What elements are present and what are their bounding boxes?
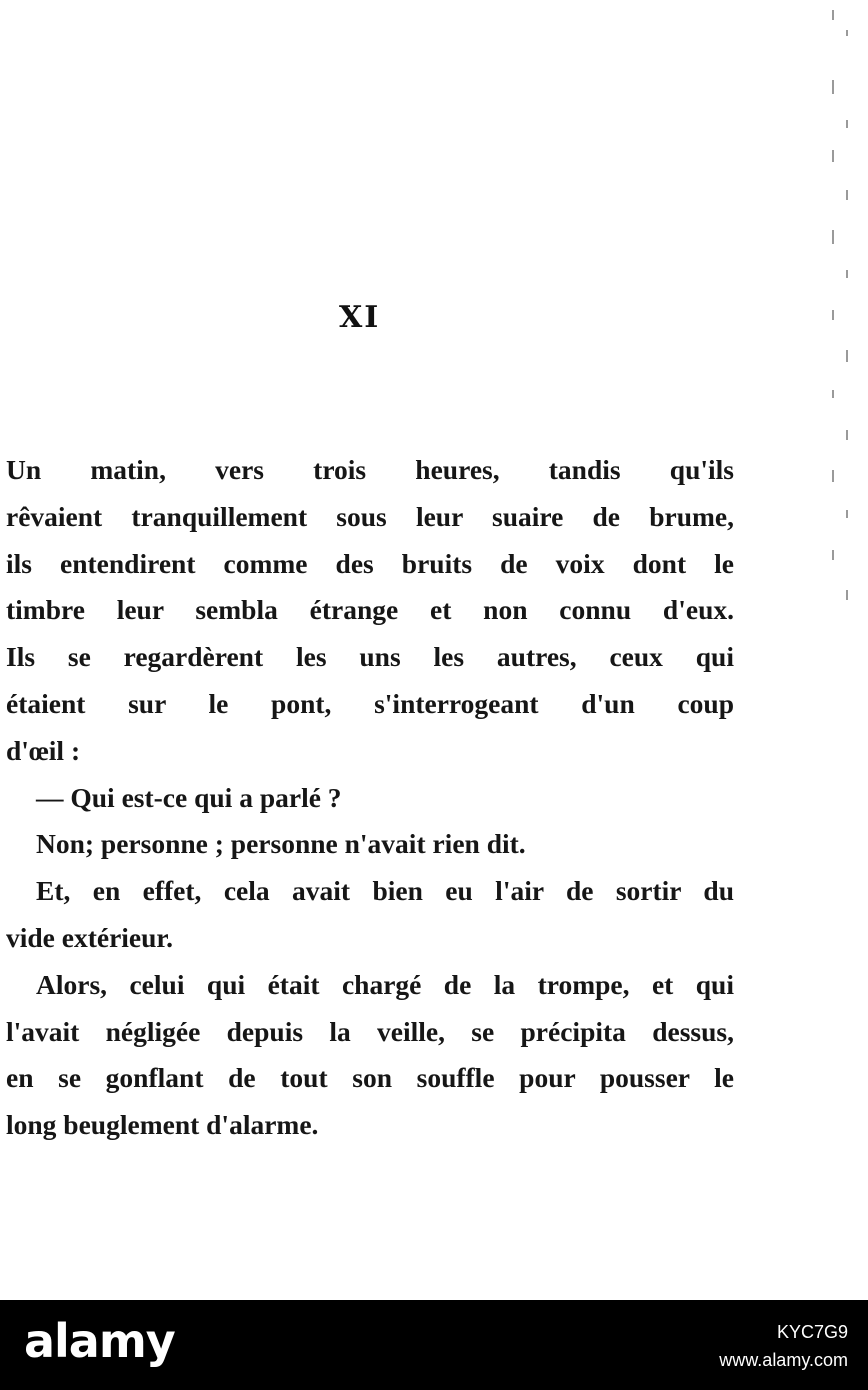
text-line: d'œil : <box>6 734 81 766</box>
text-line: ils entendirent comme des bruits de voix dont le <box>6 547 734 579</box>
watermark-bar <box>0 1300 868 1390</box>
text-line: — Qui est-ce qui a parlé ? <box>36 781 342 813</box>
text-line: rêvaient tranquillement sous leur suaire de brume, <box>6 500 734 532</box>
text-line: Alors, celui qui était chargé de la trompe, et qui <box>36 968 734 1000</box>
scan-edge-marks <box>826 0 866 620</box>
text-line: timbre leur sembla étrange et non connu d'eux. <box>6 594 734 626</box>
text-line: étaient sur le pont, s'interrogeant d'un coup <box>6 687 734 719</box>
chapter-heading: XI <box>339 300 381 335</box>
text-line: l'avait négligée depuis la veille, se précipita dessus, <box>6 1015 734 1047</box>
alamy-logo: alamy <box>24 1314 175 1368</box>
text-line: Un matin, vers trois heures, tandis qu'ils <box>6 454 734 485</box>
site-url: www.alamy.com <box>719 1350 848 1370</box>
text-line: Ils se regardèrent les uns les autres, ceux qui <box>6 641 734 673</box>
image-id: KYC7G9 <box>776 1322 848 1342</box>
page-text <box>6 447 734 1149</box>
text-line: Non; personne ; personne n'avait rien dit. <box>36 828 526 860</box>
text-line: en se gonflant de tout son souffle pour pousser le <box>6 1062 734 1094</box>
text-line: long beuglement d'alarme. <box>6 1109 319 1141</box>
text-line: vide extérieur. <box>6 921 173 953</box>
text-line: Et, en effet, cela avait bien eu l'air de sortir du <box>36 875 734 907</box>
